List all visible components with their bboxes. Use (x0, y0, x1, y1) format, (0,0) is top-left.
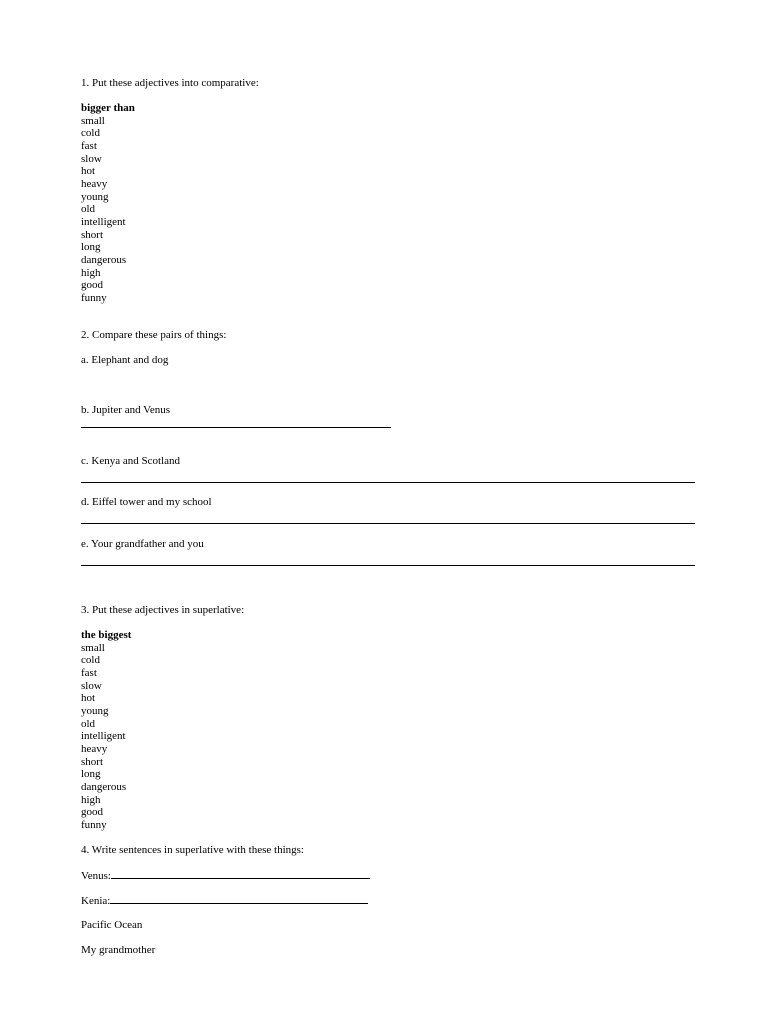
section1-example: bigger than (81, 102, 135, 114)
pair-c: c. Kenya and Scotland (81, 455, 180, 467)
prompt-my-grandmother: My grandmother (81, 944, 156, 956)
prompt-row (81, 869, 370, 883)
list-item: hot (81, 692, 96, 705)
list-item: high (81, 793, 101, 806)
list-item: small (81, 114, 105, 127)
list-item: dangerous (81, 781, 127, 794)
list-item: long (81, 241, 101, 254)
list-item: funny (81, 819, 107, 832)
pair-e: e. Your grandfather and you (81, 538, 204, 550)
answer-line[interactable] (111, 869, 370, 879)
list-item: young (81, 190, 109, 203)
list-item: high (81, 266, 101, 279)
list-item: cold (81, 127, 100, 140)
answer-line[interactable] (81, 565, 695, 566)
list-item: hot (81, 165, 96, 178)
list-item: intelligent (81, 216, 126, 228)
list-item: small (81, 641, 105, 654)
prompt-venus: Venus: (81, 870, 111, 882)
list-item: short (81, 228, 103, 241)
pair-d: d. Eiffel tower and my school (81, 496, 212, 508)
list-item: good (81, 279, 103, 292)
section3-adjective-list (81, 642, 126, 832)
list-item: funny (81, 292, 107, 305)
pair-a: a. Elephant and dog (81, 354, 169, 366)
section2-heading: 2. Compare these pairs of things: (81, 329, 227, 341)
answer-line[interactable] (81, 427, 391, 428)
section1-heading: 1. Put these adjectives into comparative: (81, 77, 259, 89)
answer-line[interactable] (81, 523, 695, 524)
list-item: heavy (81, 743, 108, 755)
list-item: good (81, 806, 103, 819)
prompt-row (81, 894, 368, 908)
list-item: fast (81, 666, 97, 679)
section3-example: the biggest (81, 629, 132, 641)
prompt-pacific-ocean: Pacific Ocean (81, 919, 143, 931)
section4-heading: 4. Write sentences in superlative with these things: (81, 844, 304, 856)
list-item: old (81, 717, 96, 730)
section1-adjective-list (81, 115, 126, 305)
list-item: short (81, 755, 103, 768)
list-item: slow (81, 679, 102, 692)
list-item: long (81, 768, 101, 781)
list-item: heavy (81, 177, 108, 190)
list-item: cold (81, 654, 100, 667)
list-item: fast (81, 139, 97, 152)
pair-b: b. Jupiter and Venus (81, 404, 171, 416)
list-item: young (81, 704, 109, 717)
list-item: intelligent (81, 730, 126, 743)
prompt-kenia: Kenia: (81, 895, 111, 907)
list-item: slow (81, 152, 102, 165)
list-item: dangerous (81, 254, 127, 267)
list-item: old (81, 203, 96, 216)
section3-heading: 3. Put these adjectives in superlative: (81, 604, 245, 616)
answer-line[interactable] (81, 482, 695, 483)
answer-line[interactable] (110, 894, 368, 904)
